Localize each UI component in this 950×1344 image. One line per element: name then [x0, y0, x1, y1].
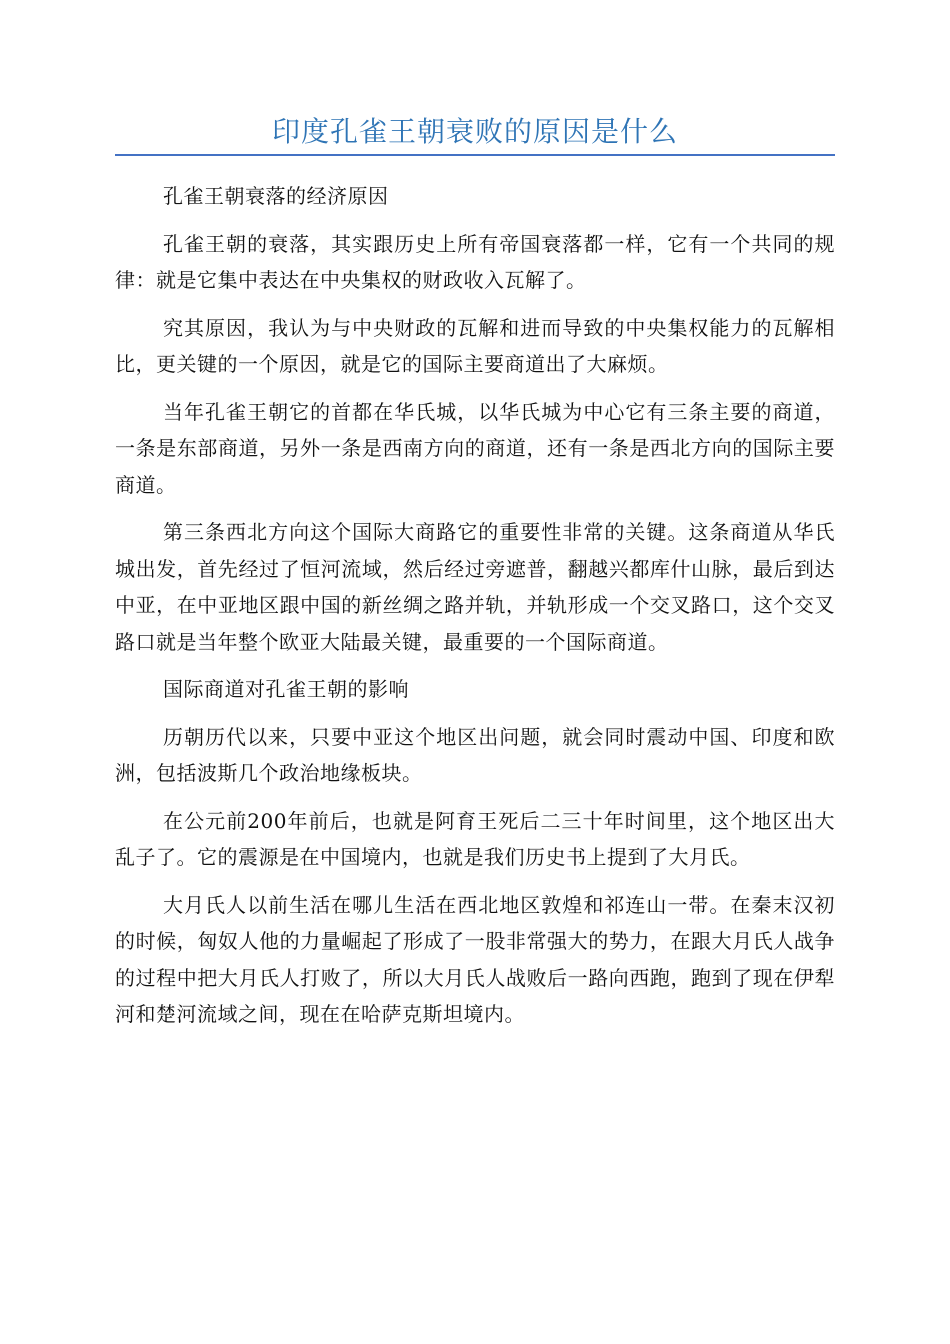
paragraph: 在公元前200年前后，也就是阿育王死后二三十年时间里，这个地区出大乱子了。它的震源是在中国境内，也就是我们历史书上提到了大月氏。	[115, 808, 835, 869]
title-underline	[115, 154, 835, 156]
section-heading-trade-routes: 国际商道对孔雀王朝的影响	[163, 677, 409, 701]
paragraph: 历朝历代以来，只要中亚这个地区出问题，就会同时震动中国、印度和欧洲，包括波斯几个政治地缘板块。	[115, 724, 835, 785]
paragraph: 大月氏人以前生活在哪儿生活在西北地区敦煌和祁连山一带。在秦末汉初的时候，匈奴人他的力量崛起了形成了一股非常强大的势力，在跟大月氏人战争的过程中把大月氏人打败了，所以大月氏人战败后一路向西跑，跑到了现在伊犁河和楚河流域之间，现在在哈萨克斯坦境内。	[115, 892, 835, 1026]
paragraph: 孔雀王朝的衰落，其实跟历史上所有帝国衰落都一样，它有一个共同的规律：就是它集中表达在中央集权的财政收入瓦解了。	[115, 231, 835, 292]
document-title: 印度孔雀王朝衰败的原因是什么	[271, 115, 678, 148]
document-body	[115, 178, 835, 1044]
title-block	[115, 110, 835, 156]
paragraph: 第三条西北方向这个国际大商路它的重要性非常的关键。这条商道从华氏城出发，首先经过了恒河流域，然后经过旁遮普，翻越兴都库什山脉，最后到达中亚，在中亚地区跟中国的新丝绸之路并轨，并轨形成一个交叉路口，这个交叉路口就是当年整个欧亚大陆最关键，最重要的一个国际商道。	[115, 520, 835, 654]
paragraph: 究其原因，我认为与中央财政的瓦解和进而导致的中央集权能力的瓦解相比，更关键的一个原因，就是它的国际主要商道出了大麻烦。	[115, 315, 835, 376]
paragraph: 当年孔雀王朝它的首都在华氏城，以华氏城为中心它有三条主要的商道，一条是东部商道，另外一条是西南方向的商道，还有一条是西北方向的国际主要商道。	[115, 399, 835, 497]
section-heading-economic: 孔雀王朝衰落的经济原因	[163, 184, 389, 208]
